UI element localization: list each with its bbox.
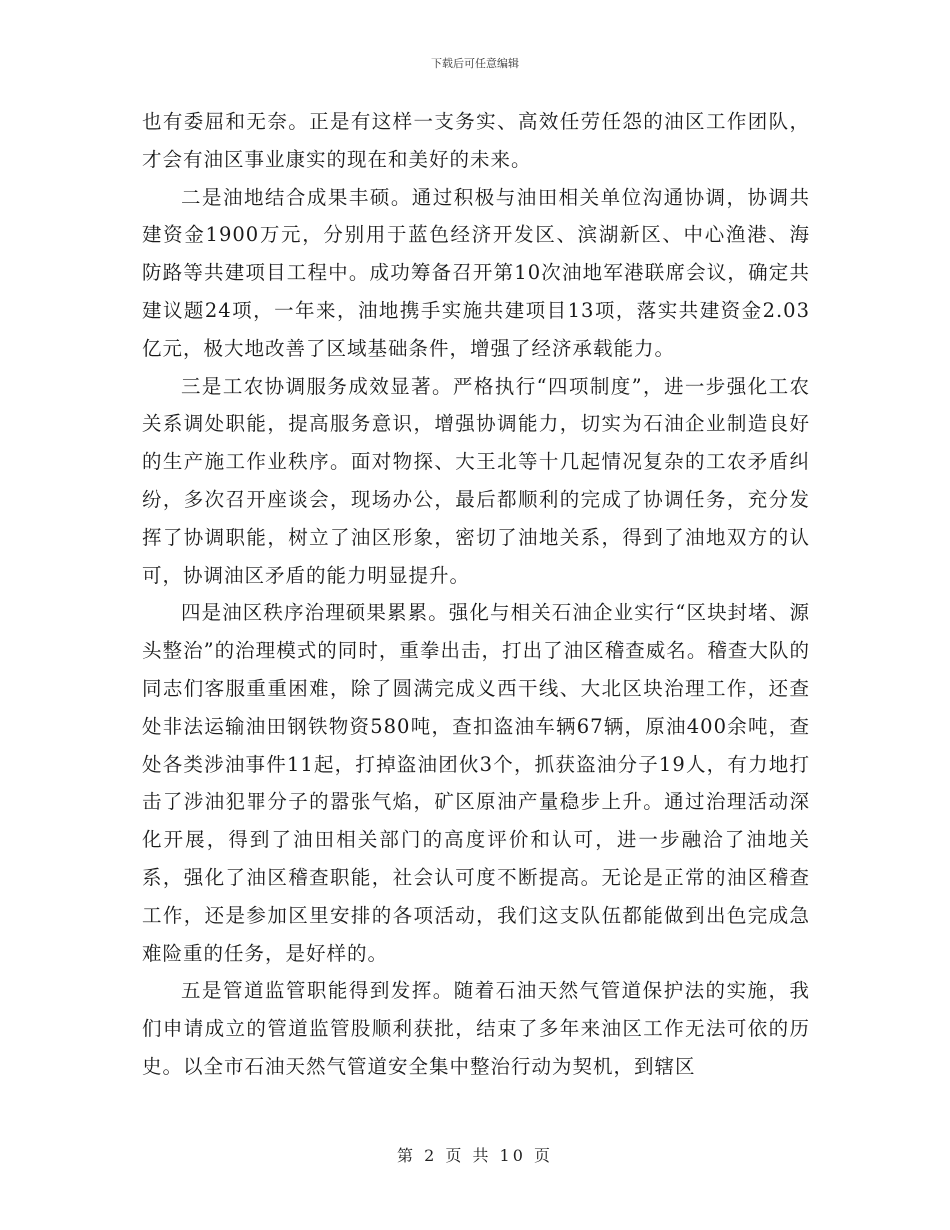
paragraph-continuation: 也有委屈和无奈。正是有这样一支务实、高效任劳任怨的油区工作团队，才会有油区事业康实的现在和美好的未来。 [142,110,810,171]
page-number-footer: 第 2 页 共 10 页 [397,1146,553,1165]
document-body [142,103,810,1086]
paragraph-pipeline-supervision: 五是管道监管职能得到发挥。随着石油天然气管道保护法的实施，我们申请成立的管道监管股顺利获批，结束了多年来油区工作无法可依的历史。以全市石油天然气管道安全集中整治行动为契机，到辖区 [142,979,810,1078]
header-note: 下载后可任意编辑 [431,57,519,70]
paragraph-industry-agriculture-coordination: 三是工农协调服务成效显著。严格执行“四项制度”，进一步强化工农关系调处职能，提高服务意识，增强协调能力，切实为石油企业制造良好的生产施工作业秩序。面对物探、大王北等十几起情况复杂的工农矛盾纠纷，多次召开座谈会，现场办公，最后都顺利的完成了协调任务，充分发挥了协调职能，树立了油区形象，密切了油地关系，得到了油地双方的认可，协调油区矛盾的能力明显提升。 [142,374,810,587]
paragraph-oilfield-order-governance: 四是油区秩序治理硕果累累。强化与相关石油企业实行“区块封堵、源头整治”的治理模式的同时，重拳出击，打出了油区稽查威名。稽查大队的同志们客服重重困难，除了圆满完成义西干线、大北区块治理工作，还查处非法运输油田钢铁物资580吨，查扣盗油车辆67辆，原油400余吨，查处各类涉油事件11起，打掉盗油团伙3个，抓获盗油分子19人，有力地打击了涉油犯罪分子的嚣张气焰，矿区原油产量稳步上升。通过治理活动深化开展，得到了油田相关部门的高度评价和认可，进一步融洽了油地关系，强化了油区稽查职能，社会认可度不断提高。无论是正常的油区稽查工作，还是参加区里安排的各项活动，我们这支队伍都能做到出色完成急难险重的任务，是好样的。 [142,601,810,965]
paragraph-oil-land-cooperation: 二是油地结合成果丰硕。通过积极与油田相关单位沟通协调，协调共建资金1900万元，分别用于蓝色经济开发区、滨湖新区、中心渔港、海防路等共建项目工程中。成功筹备召开第10次油地军港联席会议，确定共建议题24项，一年来，油地携手实施共建项目13项，落实共建资金2.03亿元，极大地改善了区域基础条件，增强了经济承载能力。 [142,185,810,360]
